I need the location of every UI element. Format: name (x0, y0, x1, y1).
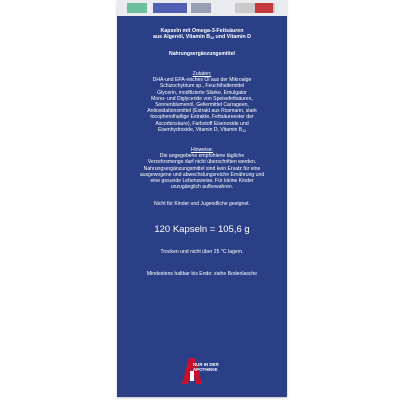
notes-heading: Hinweise: (190, 147, 214, 154)
ingredients-line: DHA-und EPA-reiches Öl aus der Mikroalge (152, 77, 252, 84)
box-top-flap (117, 0, 287, 16)
notes-line: unzugänglich aufbewahren. (170, 184, 234, 191)
product-box-side-panel (117, 0, 287, 397)
product-headline-line2: aus Algenöl, Vitamin $B_{12}$ und Vitamin D (153, 34, 251, 41)
product-category: Nahrungsergänzungsmittel (169, 50, 235, 57)
notes-line: Verzehrsmenge darf nicht überschritten werden. (147, 159, 257, 166)
top-flap-green-tile (127, 3, 147, 13)
apotheke-logo-text: NUR IN DER APOTHEKE (193, 362, 219, 372)
ingredients-line: Schizochytrium sp., Feuchthaltemittel (159, 83, 245, 90)
best-before-note: Mindestens haltbar bis Ende: siehe Bodenlasche (146, 270, 258, 277)
ingredients-line: Ascorbinsäure), Farbstoff Eisenoxide und (155, 120, 249, 127)
notes-line: Die angegebene empfohlene tägliche (159, 153, 245, 160)
top-flap-blue-tile (153, 3, 187, 13)
label-text-block (117, 28, 287, 277)
notes-line: Nahrungsergänzungsmittel sind kein Ersatz für eine (143, 165, 261, 172)
notes-line: ausgewogene und abwechslungsreiche Ernährung und (139, 171, 265, 178)
ingredients-line: Glycerin, modifizierte Stärke, Emulgator (157, 89, 247, 96)
ingredients-line: Sonnenblumenöl, Geliermittel Carrageen, (155, 102, 249, 109)
ingredients-last-line: Eisenhydroxide, Vitamin D, Vitamin $B_{12}$ (157, 126, 247, 133)
notes-line: eine gesunde Lebensweise. Für kleine Kinder (150, 178, 254, 185)
product-headline-line1: Kapseln mit Omega-3-Fettsäuren (160, 28, 244, 34)
top-flap-grey-tile (191, 3, 211, 13)
children-warning: Nicht für Kinder und Jugendliche geeignet. (154, 201, 250, 208)
ingredients-heading: Zutaten: (192, 71, 212, 78)
storage-instructions: Trocken und nicht über 25 °C lagern. (160, 248, 244, 255)
ingredients-line: tocopherolhaltige Extrakte, Fettsäureester der (150, 114, 254, 121)
ingredients-line: Antioxidationsmittel (Extrakt aus Rosmarin, stark (147, 108, 257, 115)
capsule-quantity: 120 Kapseln = 105,6 g (154, 223, 250, 235)
top-flap-red-tile (235, 3, 275, 13)
ingredients-line: Mono- und Diglyceride von Speisefettsäuren, (151, 95, 253, 102)
